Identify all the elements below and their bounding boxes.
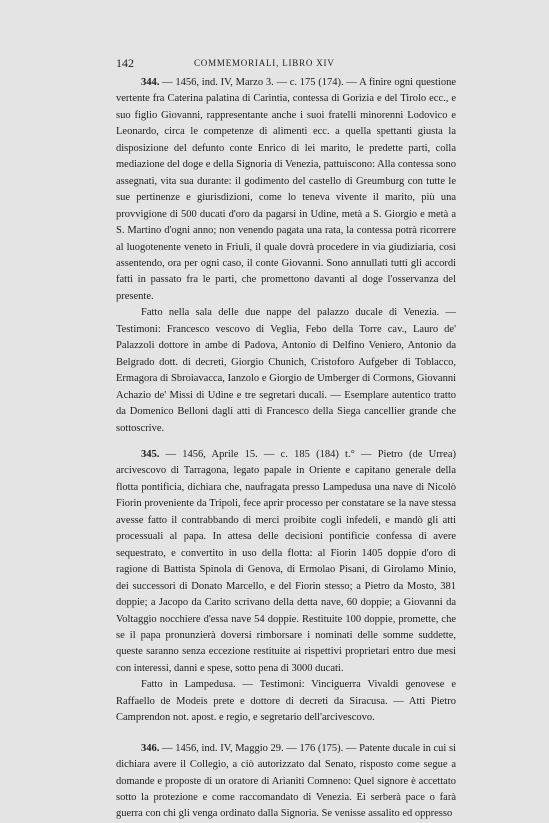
running-title: COMMEMORIALI, LIBRO XIV bbox=[194, 58, 335, 68]
page-body bbox=[116, 75, 456, 823]
entry-344-paragraph bbox=[116, 75, 456, 305]
page-number: 142 bbox=[116, 56, 134, 70]
entry-text: — 1456, ind. IV, Marzo 3. — c. 175 (174). — A finire ogni questione vertente fra Caterina palatina di Carintia, contessa di Gorizia e del Tirolo ecc., e suo figlio Giovanni, rappresentante anche i suoi fratelli minorenni Lodovico e Leonardo, circa le competenze di alimenti ecc. a quella spettanti giusta la disposizione del defunto conte Enrico di lei marito, le predette parti, colla mediazione del doge e della Signoria di Venezia, pattuiscono: Alla contessa sono assegnati, vita sua durante: il godimento del castello di Greumburg con tutte le sue pertinenze e giurisdizioni, come lo teneva vivente il marito, più una provvigione di 500 ducati d'oro da pagarsi in Udine, metà a S. Giorgio e metà a S. Martino d'ogni anno; non venendo pagata una rata, la contessa potrà ricorrere al luogotenente veneto in Friuli, il quale dovrà procedere in via giudiziaria, così assentendo, ora per ogni caso, il conte Giovanni. Sono annullati tutti gli accordi fatti in passato fra le parti, che promettono davanti al doge l'osservanza del presente. bbox=[116, 77, 456, 302]
entry-number: 346. bbox=[141, 742, 160, 754]
page-header bbox=[116, 56, 436, 72]
entry-number: 345. bbox=[141, 448, 160, 460]
entry-345-paragraph bbox=[116, 447, 456, 677]
entry-text: — 1456, ind. IV, Maggio 29. — 176 (175). — Patente ducale in cui si dichiara avere il Collegio, a ciò autorizzato dal Senato, risposto come segue a domande e proposte di un oratore di Arianiti Comneno: Quel signore è accettato sotto la protezione e come raccomandato di Venezia. Ei serberà pace o farà guerra con chi gli venga ordinato dalla Signoria. Se venisse assalito ed oppresso bbox=[116, 742, 457, 820]
entry-345-paragraph: Fatto in Lampedusa. — Testimoni: Vinciguerra Vivaldi genovese e Raffaello de Modeis prete e dottore di decreti da Siracusa. — Atti Pietro Camprendon not. apost. e regio, e segretario dell'arcivescovo. bbox=[116, 679, 456, 724]
entry-number: 344. bbox=[141, 77, 160, 88]
entry-346-paragraph bbox=[116, 741, 456, 823]
entry-344-paragraph: Fatto nella sala delle due nappe del palazzo ducale di Venezia. — Testimoni: Francesco vescovo di Veglia, Febo della Torre cav., Lauro de' Palazzoli dottore in ambe di Padova, Antonio di Delfino Veniero, Antonio da Belgrado dott. di decreti, Giorgio Chunich, Cristoforo Aufgeber di Toblacco, Ermagora di Sbroiavacca, Ianzolo e Giorgio de Umberger di Cormons, Giovanni Achazio de' Missi di Udine e tre segretari ducali. — Esemplare autentico tratto da Domenico Belloni dagli atti di Francesco della Siega cancellier grande che sottoscrive. bbox=[116, 307, 456, 434]
entry-text: — 1456, Aprile 15. — c. 185 (184) t.° — Pietro (de Urrea) arcivescovo di Tarragona, legato papale in Oriente e capitano generale della flotta pontificia, dichiara che, naufragata presso Lampedusa una nave di Nicolò Fiorin proveniente da Tripoli, fece aprir processo per constatare se la nave stessa avesse fatto il contrabbando di merci proibite cogli infedeli, e mandò gli atti processuali al papa. In attesa delle decisioni pontificie confessa di avere sequestrato, e convertito in uso della flotta: al Fiorin 1405 doppie d'oro di ragione di Battista Spinola di Genova, di Ermolao Pisani, di Girolamo Minio, dei successori di Donato Marcello, e del Fiorin stesso; a Pietro da Mosto, 381 doppie; a Jacopo da Carito scrivano della detta nave, 60 doppie; a Giovanni da Voltaggio nocchiere d'essa nave 54 doppie. Restituite 100 doppie, promette, che se il papa pronunzierà doversi rimborsare i nominati delle somme suddette, queste saranno senza eccezione restituite ai rispettivi proprietari entro due mesi con interessi, danni e spese, sotto pena di 3000 ducati. bbox=[116, 448, 456, 674]
